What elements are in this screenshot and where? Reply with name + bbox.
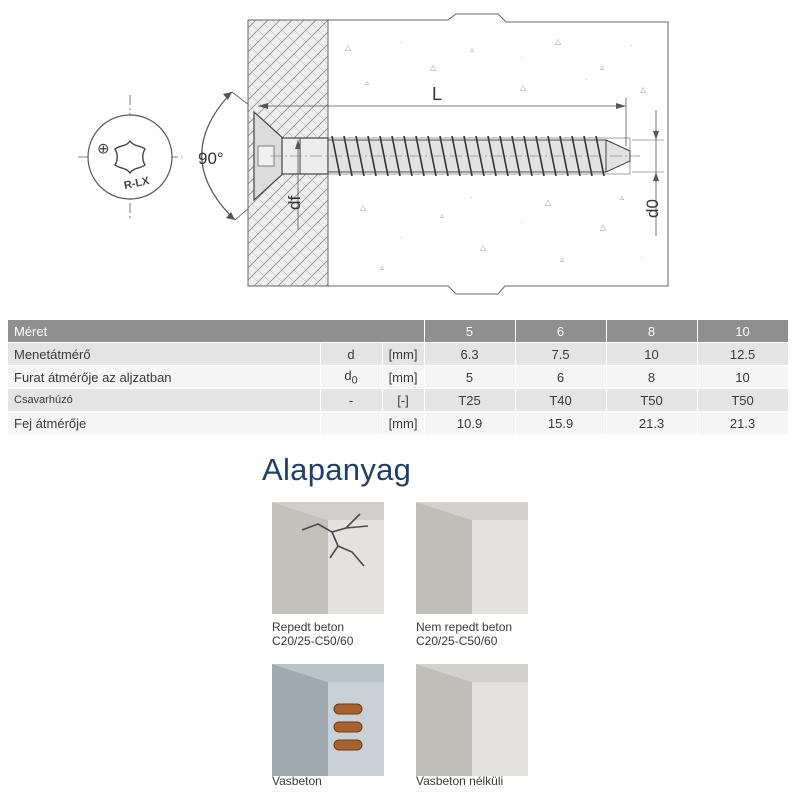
row-value: 6 bbox=[515, 366, 606, 389]
row-label: Fej átmérője bbox=[8, 412, 320, 435]
row-value: 8 bbox=[606, 366, 697, 389]
material-caption bbox=[416, 774, 503, 788]
svg-text:▵: ▵ bbox=[560, 255, 565, 264]
head-marking-text: R-LX bbox=[122, 175, 151, 193]
row-symbol bbox=[320, 412, 382, 435]
row-unit: [mm] bbox=[382, 412, 424, 435]
svg-text:△: △ bbox=[555, 37, 562, 46]
material-class: C20/25-C50/60 bbox=[272, 634, 354, 648]
svg-text:▵: ▵ bbox=[620, 193, 625, 202]
spec-table bbox=[8, 320, 789, 435]
svg-text:△: △ bbox=[345, 43, 352, 52]
table-row bbox=[8, 366, 788, 389]
row-value: 21.3 bbox=[606, 412, 697, 435]
size-header-value: 10 bbox=[697, 320, 788, 343]
row-value: 12.5 bbox=[697, 343, 788, 366]
size-header-value: 8 bbox=[606, 320, 697, 343]
row-symbol: d bbox=[320, 343, 382, 366]
row-label: Menetátmérő bbox=[8, 343, 320, 366]
table-row bbox=[8, 412, 788, 435]
svg-text:·: · bbox=[400, 38, 403, 47]
symbol-main: d bbox=[344, 367, 352, 383]
svg-text:·: · bbox=[630, 41, 633, 50]
row-label: Furat átmérője az aljzatban bbox=[8, 366, 320, 389]
svg-text:·: · bbox=[640, 253, 643, 262]
uncracked-concrete-image bbox=[416, 502, 528, 614]
length-label: L bbox=[432, 84, 443, 104]
row-value: T50 bbox=[697, 389, 788, 412]
svg-text:▵: ▵ bbox=[470, 45, 475, 54]
screw-technical-drawing bbox=[0, 0, 800, 310]
material-caption bbox=[416, 620, 512, 648]
svg-text:·: · bbox=[520, 53, 523, 62]
svg-text:·: · bbox=[470, 193, 473, 202]
df-label: df bbox=[285, 195, 304, 210]
size-header-value: 5 bbox=[424, 320, 515, 343]
row-value: 10 bbox=[697, 366, 788, 389]
material-caption bbox=[272, 620, 353, 648]
row-value: T50 bbox=[606, 389, 697, 412]
svg-text:△: △ bbox=[520, 83, 527, 92]
material-name: Vasbeton bbox=[272, 774, 322, 788]
row-value: 21.3 bbox=[697, 412, 788, 435]
svg-text:▵: ▵ bbox=[365, 78, 370, 87]
screw-head-top-view bbox=[78, 95, 182, 220]
cracked-concrete-image bbox=[272, 502, 384, 614]
svg-text:△: △ bbox=[360, 203, 367, 212]
row-value: 10.9 bbox=[424, 412, 515, 435]
materials-title: Alapanyag bbox=[262, 452, 412, 487]
svg-text:△: △ bbox=[545, 198, 552, 207]
material-name: Nem repedt beton bbox=[416, 620, 513, 634]
d0-label: d0 bbox=[643, 199, 662, 218]
row-unit: [mm] bbox=[382, 366, 424, 389]
row-unit: [mm] bbox=[382, 343, 424, 366]
svg-text:△: △ bbox=[480, 243, 487, 252]
row-symbol: - bbox=[320, 389, 382, 412]
row-value: T40 bbox=[515, 389, 606, 412]
table-header-row bbox=[8, 320, 788, 343]
row-unit: [-] bbox=[382, 389, 424, 412]
svg-text:△: △ bbox=[430, 63, 437, 72]
row-value: 15.9 bbox=[515, 412, 606, 435]
material-name: Repedt beton bbox=[272, 620, 345, 634]
svg-text:△: △ bbox=[640, 85, 647, 94]
row-label: Csavarhúzó bbox=[8, 389, 320, 412]
table-row bbox=[8, 389, 788, 412]
reinforced-concrete-image bbox=[272, 664, 384, 776]
row-value: 5 bbox=[424, 366, 515, 389]
svg-text:▵: ▵ bbox=[440, 211, 445, 220]
material-caption bbox=[272, 774, 322, 788]
drive-marking-glyph: ⊕ bbox=[95, 142, 112, 155]
material-name: Vasbeton nélküli bbox=[416, 774, 504, 788]
symbol-subscript: 0 bbox=[351, 374, 358, 387]
non-reinforced-concrete-image bbox=[416, 664, 528, 776]
size-header-value: 6 bbox=[515, 320, 606, 343]
row-value: 6.3 bbox=[424, 343, 515, 366]
table-row bbox=[8, 343, 788, 366]
svg-text:·: · bbox=[585, 75, 588, 84]
svg-text:·: · bbox=[400, 233, 403, 242]
rebar-icon bbox=[334, 704, 362, 750]
svg-text:▵: ▵ bbox=[600, 63, 605, 72]
row-value: 7.5 bbox=[515, 343, 606, 366]
row-value: T25 bbox=[424, 389, 515, 412]
material-class: C20/25-C50/60 bbox=[416, 634, 498, 648]
row-symbol bbox=[320, 366, 382, 389]
svg-text:·: · bbox=[520, 218, 523, 227]
row-value: 10 bbox=[606, 343, 697, 366]
svg-text:△: △ bbox=[600, 223, 607, 232]
svg-text:▵: ▵ bbox=[380, 263, 385, 272]
size-header-label: Méret bbox=[8, 320, 424, 343]
angle-label: 90° bbox=[198, 149, 224, 168]
